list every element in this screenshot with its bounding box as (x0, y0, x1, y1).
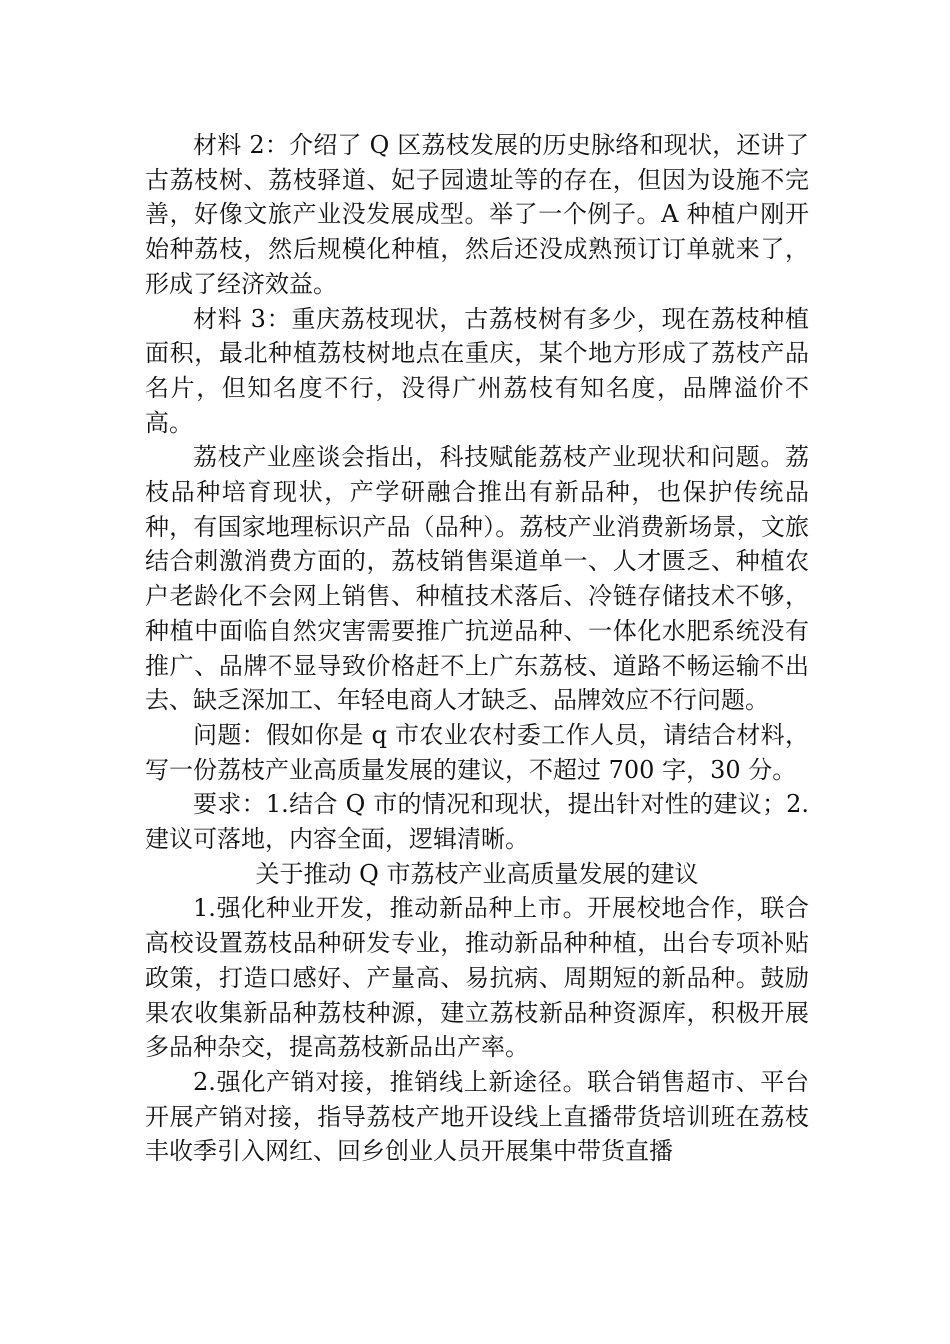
requirements-paragraph: 要求：1.结合 Q 市的情况和现状，提出针对性的建议；2.建议可落地，内容全面，逻辑清晰。 (145, 790, 809, 854)
document-page (145, 128, 809, 1169)
question-paragraph: 问题：假如你是 q 市农业农村委工作人员，请结合材料，写一份荔枝产业高质量发展的建议，不超过 700 字，30 分。 (145, 720, 809, 784)
suggestion-2-paragraph: 2.强化产销对接，推销线上新途径。联合销售超市、平台开展产销对接，指导荔枝产地开设线上直播带货培训班在荔枝丰收季引入网红、回乡创业人员开展集中带货直播 (145, 1067, 809, 1166)
material-3-paragraph: 材料 3：重庆荔枝现状，古荔枝树有多少，现在荔枝种植面积，最北种植荔枝树地点在重庆，某个地方形成了荔枝产品名片，但知名度不行，没得广州荔枝有知名度，品牌溢价不高。 (145, 304, 809, 437)
material-2-paragraph: 材料 2：介绍了 Q 区荔枝发展的历史脉络和现状，还讲了古荔枝树、荔枝驿道、妃子园遗址等的存在，但因为设施不完善，好像文旅产业没发展成型。举了一个例子。A 种植户刚开始种荔枝，然后规模化种植，然后还没成熟预订订单就来了，形成了经济效益。 (145, 131, 809, 298)
suggestion-1-paragraph: 1.强化种业开发，推动新品种上市。开展校地合作，联合高校设置荔枝品种研发专业，推动新品种种植，出台专项补贴政策，打造口感好、产量高、易抗病、周期短的新品种。鼓励果农收集新品种荔枝种源，建立荔枝新品种资源库，积极开展多品种杂交，提高荔枝新品出产率。 (145, 894, 809, 1062)
essay-title: 关于推动 Q 市荔枝产业高质量发展的建议 (255, 859, 699, 888)
forum-paragraph: 荔枝产业座谈会指出，科技赋能荔枝产业现状和问题。荔枝品种培育现状，产学研融合推出有新品种，也保护传统品种，有国家地理标识产品（品种）。荔枝产业消费新场景，文旅结合刺激消费方面的，荔枝销售渠道单一、人才匮乏、种植农户老龄化不会网上销售、种植技术落后、冷链存储技术不够，种植中面临自然灾害需要推广抗逆品种、一体化水肥系统没有推广、品牌不显导致价格赶不上广东荔枝、道路不畅运输不出去、缺乏深加工、年轻电商人才缺乏、品牌效应不行问题。 (145, 443, 809, 715)
